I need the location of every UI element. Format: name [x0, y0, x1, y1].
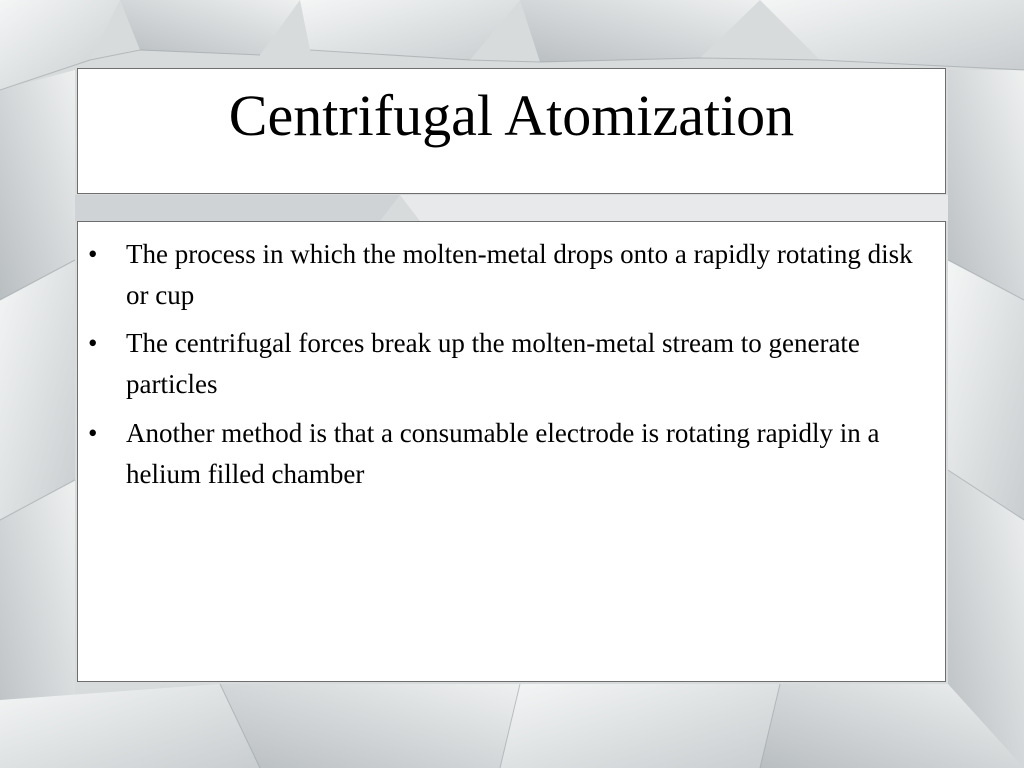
bullet-item [88, 413, 936, 495]
bullet-text: Another method is that a consumable electrode is rotating rapidly in a helium filled chamber [126, 418, 880, 489]
slide-title: Centrifugal Atomization [228, 83, 795, 148]
bullet-item [88, 323, 936, 405]
bullet-text: The process in which the molten-metal drops onto a rapidly rotating disk or cup [126, 239, 913, 310]
bullet-marker: • [88, 328, 98, 358]
content-placeholder [77, 221, 946, 682]
bullet-marker: • [88, 239, 98, 269]
bullet-text: The centrifugal forces break up the molten-metal stream to generate particles [126, 328, 860, 399]
title-placeholder [77, 68, 946, 194]
bullet-marker: • [88, 418, 98, 448]
bullet-item [88, 234, 936, 316]
